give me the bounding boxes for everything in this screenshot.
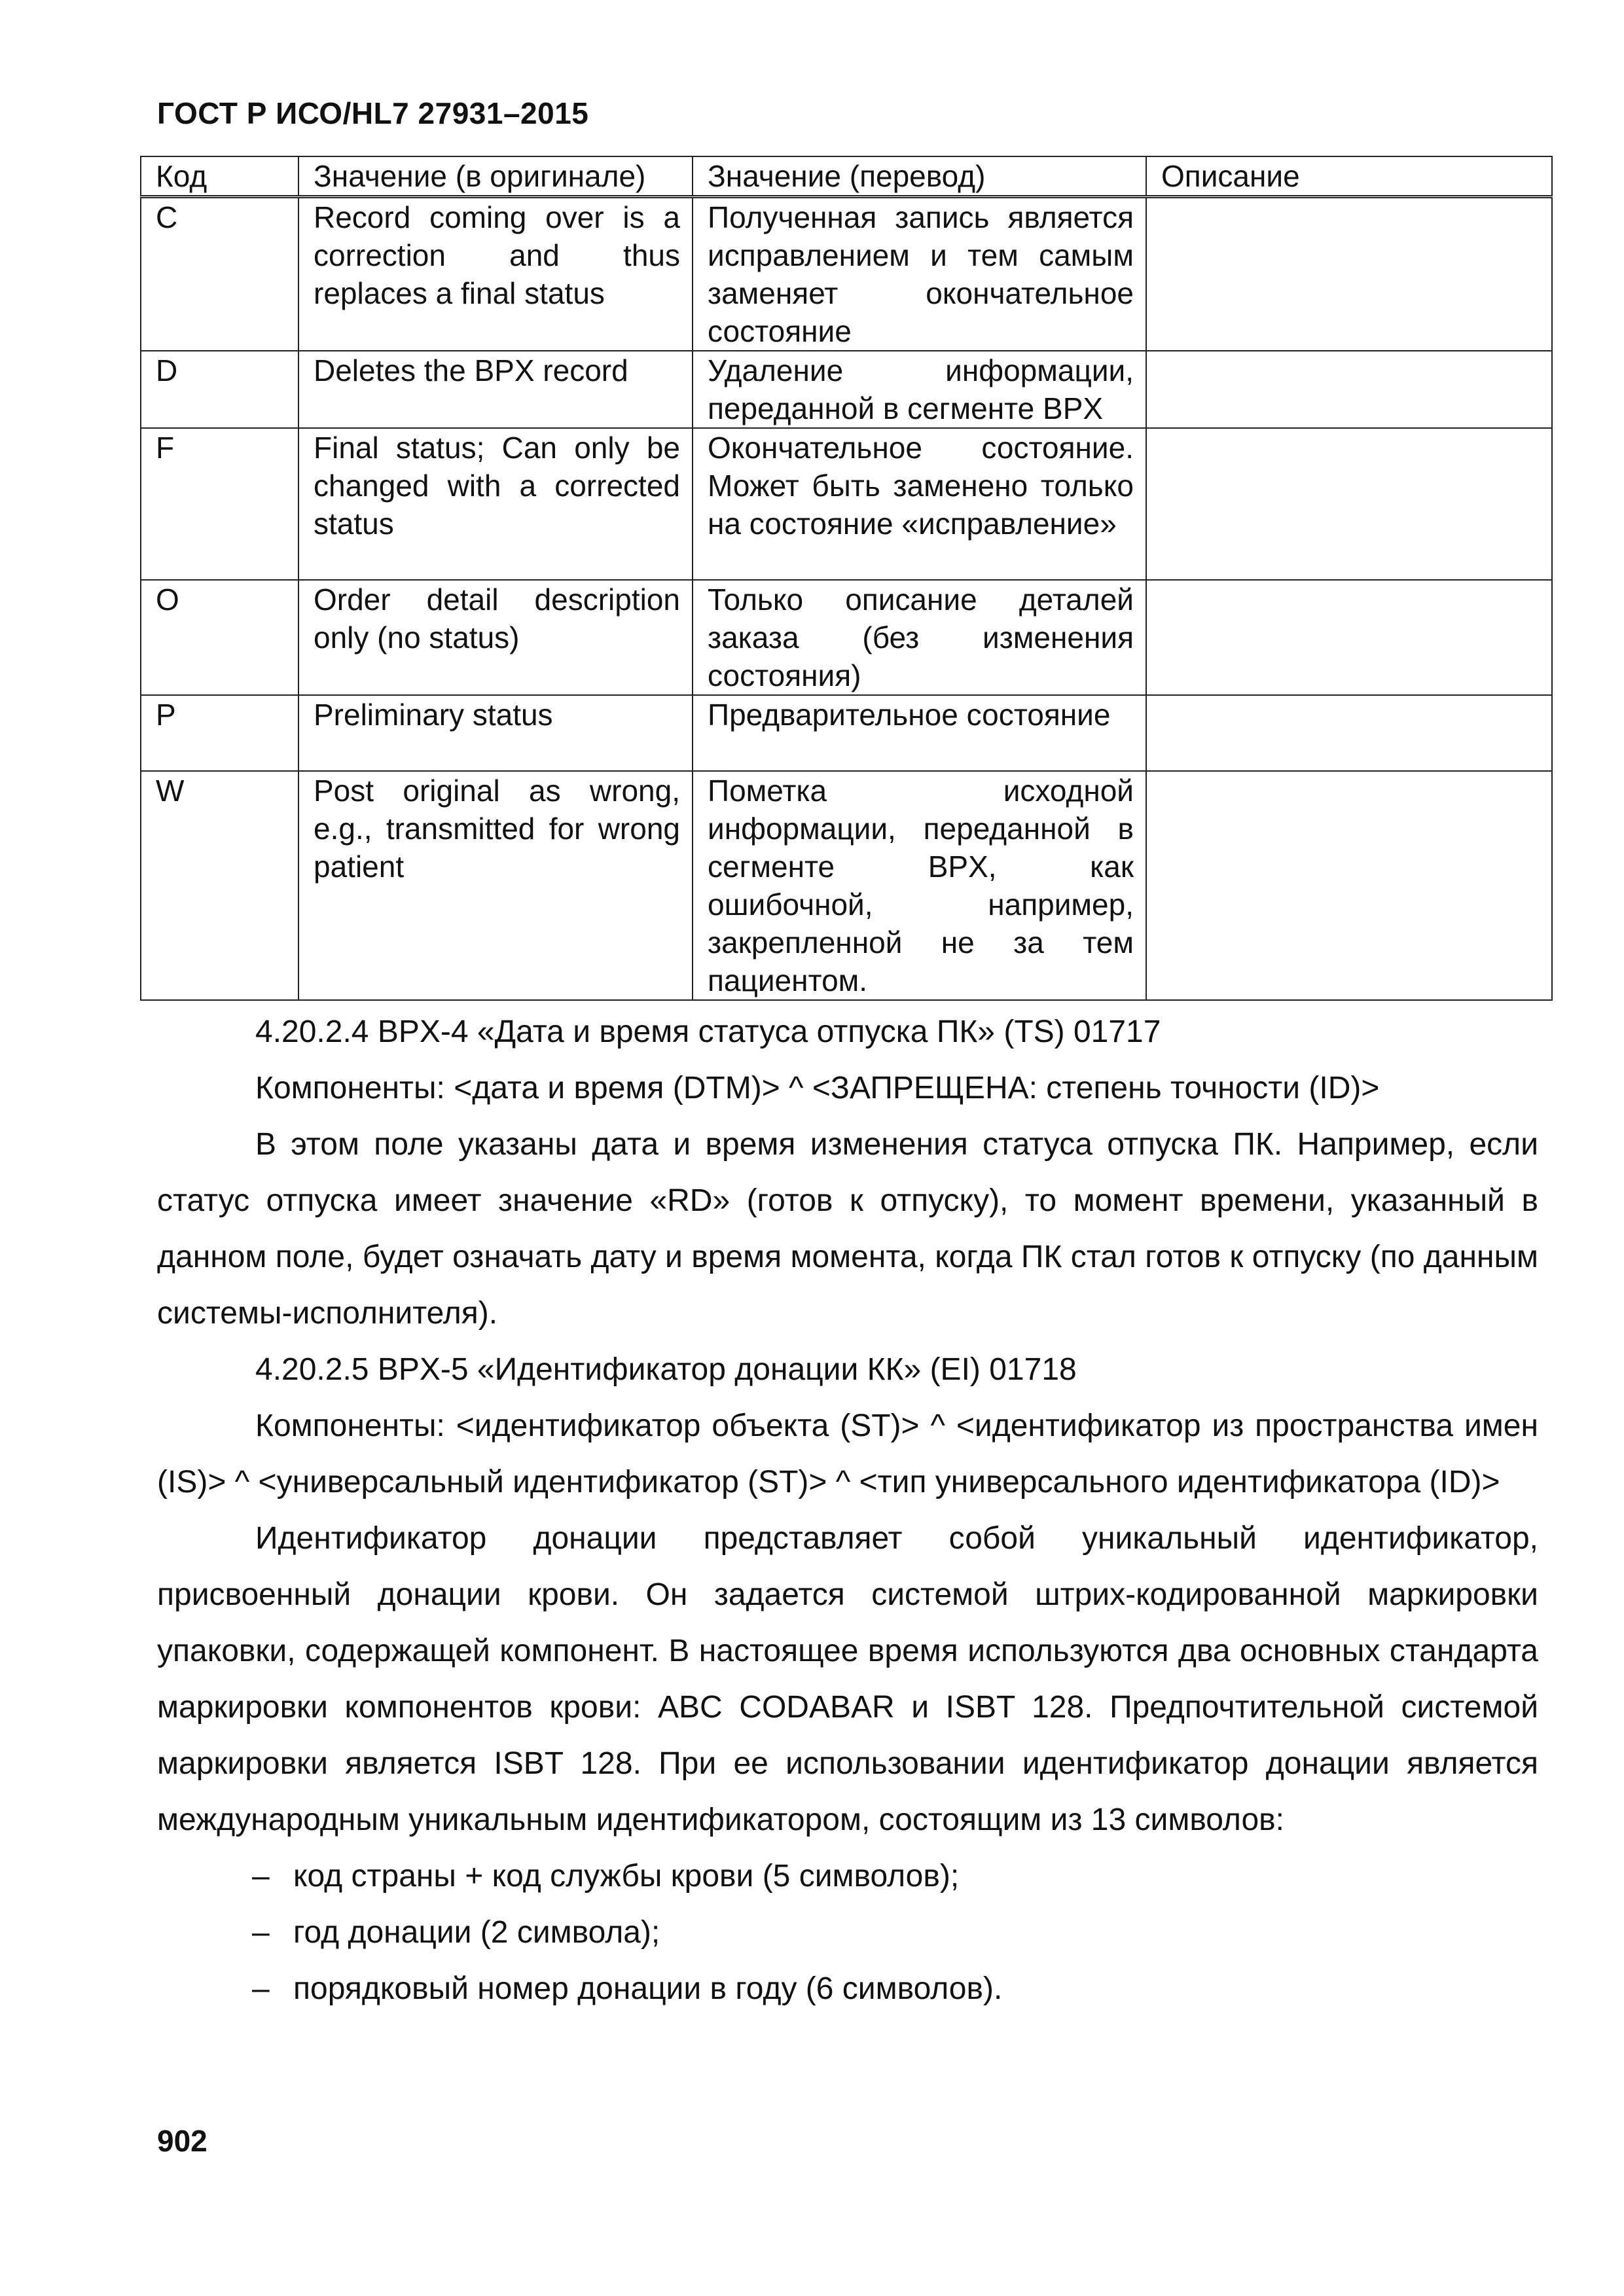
column-header-code: Код	[141, 156, 298, 197]
list-item	[157, 1848, 1538, 1905]
body-text	[157, 1004, 1538, 2017]
table-row	[141, 428, 1552, 580]
column-header-description: Описание	[1146, 156, 1552, 197]
table-row	[141, 695, 1552, 771]
cell-original: Post original as wrong, e.g., transmitted for wrong patient	[298, 771, 693, 1000]
table-row	[141, 197, 1552, 351]
cell-description	[1146, 197, 1552, 351]
list-item	[157, 1961, 1538, 2017]
list-item	[157, 1905, 1538, 1961]
donation-id-structure-list	[157, 1848, 1538, 2017]
column-header-translation: Значение (перевод)	[693, 156, 1146, 197]
document-header: ГОСТ Р ИСО/HL7 27931–2015	[157, 96, 589, 130]
cell-description	[1146, 771, 1552, 1000]
table-header-row	[141, 156, 1552, 197]
cell-description	[1146, 428, 1552, 580]
status-code-table	[140, 156, 1553, 1001]
cell-original: Record coming over is a correction and thus replaces a final status	[298, 197, 693, 351]
cell-description	[1146, 580, 1552, 695]
list-marker: –	[252, 1859, 270, 1893]
bpx5-description: Идентификатор донации представляет собой уникальный идентификатор, присвоенный донации крови. Он задается системой штрих-кодированной маркировки упаковки, содержащей компонент. В настоящее время используются два основных стандарта маркировки компонентов крови: ABC CODABAR и ISBT 128. Предпочтительной системой маркировки является ISBT 128. При ее использовании идентификатор донации является международным уникальным идентификатором, состоящим из 13 символов:	[157, 1521, 1538, 1837]
bpx5-components: Компоненты: <идентификатор объекта (ST)> ^ <идентификатор из пространства имен (IS)> ^ <универсальный идентификатор (ST)> ^ <тип универсального идентификатора (ID)>	[157, 1408, 1538, 1499]
bpx4-description: В этом поле указаны дата и время изменения статуса отпуска ПК. Например, если статус отпуска имеет значение «RD» (готов к отпуску), то момент времени, указанный в данном поле, будет означать дату и время момента, когда ПК стал готов к отпуску (по данным системы-исполнителя).	[157, 1127, 1538, 1331]
cell-translation: Окончательное состояние. Может быть заменено только на состояние «исправление»	[693, 428, 1146, 580]
table-row	[141, 351, 1552, 428]
list-marker: –	[252, 1971, 270, 2006]
list-item-text: порядковый номер донации в году (6 символов).	[293, 1971, 1003, 2006]
cell-translation: Пометка исходной информации, переданной в сегменте BPX, как ошибочной, например, закрепленной не за тем пациентом.	[693, 771, 1146, 1000]
cell-code: W	[141, 771, 298, 1000]
section-heading-bpx5: 4.20.2.5 BPX-5 «Идентификатор донации КК» (EI) 01718	[255, 1352, 1077, 1387]
cell-original: Deletes the BPX record	[298, 351, 693, 428]
bpx4-components: Компоненты: <дата и время (DTM)> ^ <ЗАПРЕЩЕНА: степень точности (ID)>	[255, 1071, 1380, 1105]
cell-original: Preliminary status	[298, 695, 693, 771]
cell-description	[1146, 351, 1552, 428]
cell-description	[1146, 695, 1552, 771]
cell-code: O	[141, 580, 298, 695]
cell-original: Order detail description only (no status)	[298, 580, 693, 695]
table-row	[141, 771, 1552, 1000]
column-header-original: Значение (в оригинале)	[298, 156, 693, 197]
page-number: 902	[157, 2124, 208, 2158]
cell-translation: Полученная запись является исправлением и тем самым заменяет окончательное состояние	[693, 197, 1146, 351]
cell-code: C	[141, 197, 298, 351]
cell-code: P	[141, 695, 298, 771]
section-heading-bpx4: 4.20.2.4 BPX-4 «Дата и время статуса отпуска ПК» (TS) 01717	[255, 1014, 1161, 1049]
table-row	[141, 580, 1552, 695]
cell-code: F	[141, 428, 298, 580]
cell-translation: Удаление информации, переданной в сегменте BPX	[693, 351, 1146, 428]
list-marker: –	[252, 1915, 270, 1950]
cell-original: Final status; Can only be changed with a corrected status	[298, 428, 693, 580]
list-item-text: код страны + код службы крови (5 символов);	[293, 1859, 960, 1893]
list-item-text: год донации (2 символа);	[293, 1915, 660, 1950]
cell-translation: Предварительное состояние	[693, 695, 1146, 771]
cell-code: D	[141, 351, 298, 428]
cell-translation: Только описание деталей заказа (без изменения состояния)	[693, 580, 1146, 695]
